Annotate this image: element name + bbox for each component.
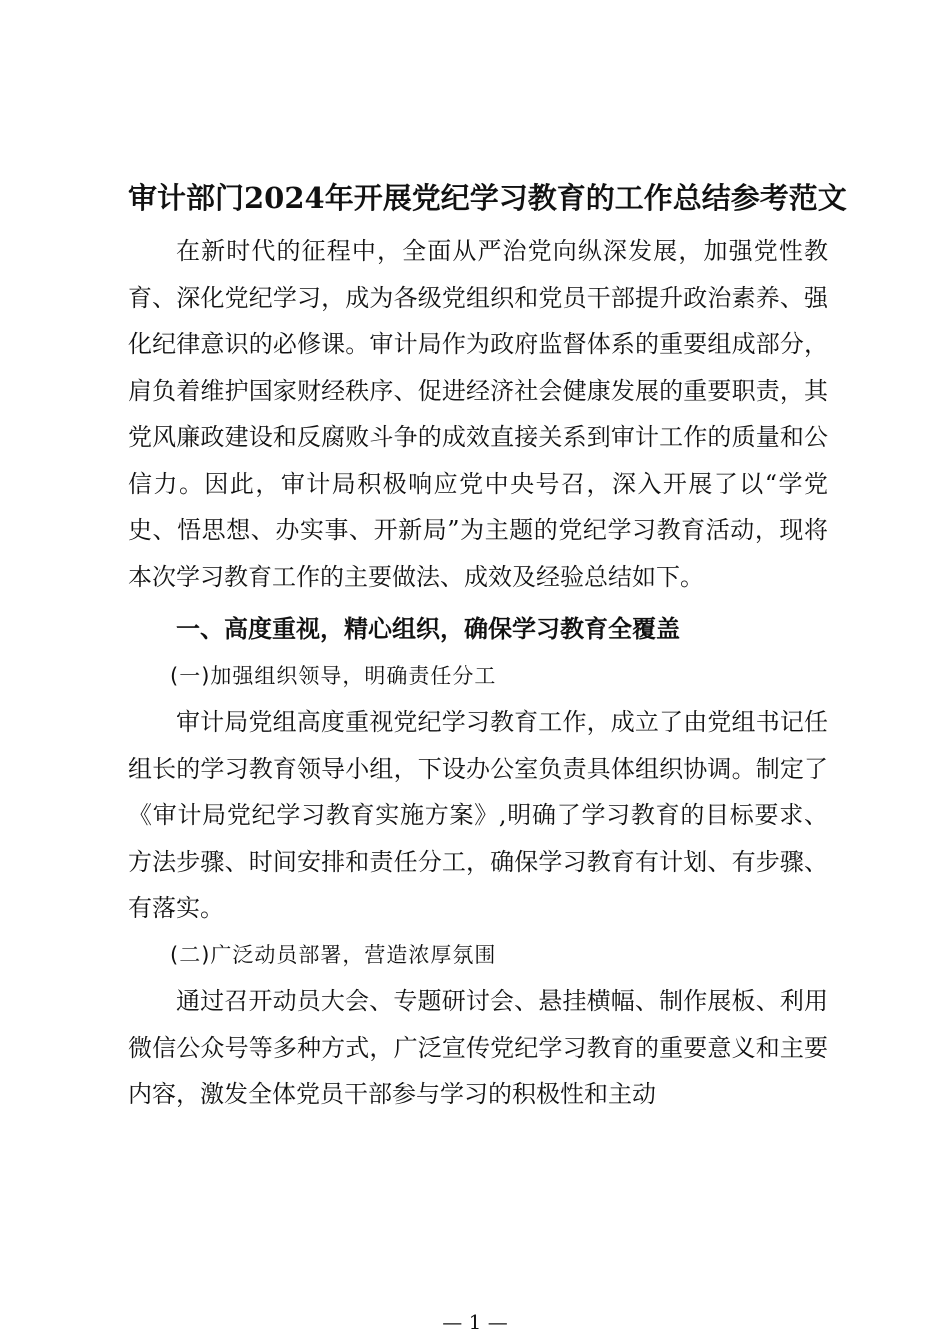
section-heading-1: 一、高度重视，精心组织，确保学习教育全覆盖 — [176, 614, 680, 643]
subsection-1-paragraph: 审计局党组高度重视党纪学习教育工作，成立了由党组书记任组长的学习教育领导小组，下设办公室负责具体组织协调。制定了《审计局党纪学习教育实施方案》,明确了学习教育的目标要求、方法步骤、时间安排和责任分工，确保学习教育有计划、有步骤、有落实。 — [128, 708, 828, 922]
page-number: — 1 — — [442, 1310, 508, 1334]
intro-paragraph: 在新时代的征程中，全面从严治党向纵深发展，加强党性教育、深化党纪学习，成为各级党组织和党员干部提升政治素养、强化纪律意识的必修课。审计局作为政府监督体系的重要组成部分，肩负着维护国家财经秩序、促进经济社会健康发展的重要职责，其党风廉政建设和反腐败斗争的成效直接关系到审计工作的质量和公信力。因此，审计局积极响应党中央号召，深入开展了以“学党史、悟思想、办实事、开新局”为主题的党纪学习教育活动，现将本次学习教育工作的主要做法、成效及经验总结如下。 — [128, 237, 828, 591]
subsection-2-paragraph: 通过召开动员大会、专题研讨会、悬挂横幅、制作展板、利用微信公众号等多种方式，广泛宣传党纪学习教育的重要意义和主要内容，激发全体党员干部参与学习的积极性和主动 — [128, 987, 828, 1108]
subsection-heading-1: (一)加强组织领导，明确责任分工 — [170, 663, 497, 688]
document-body — [128, 228, 828, 1118]
document-title: 审计部门2024年开展党纪学习教育的工作总结参考范文 — [128, 181, 847, 215]
subsection-heading-2: (二)广泛动员部署，营造浓厚氛围 — [170, 942, 497, 967]
